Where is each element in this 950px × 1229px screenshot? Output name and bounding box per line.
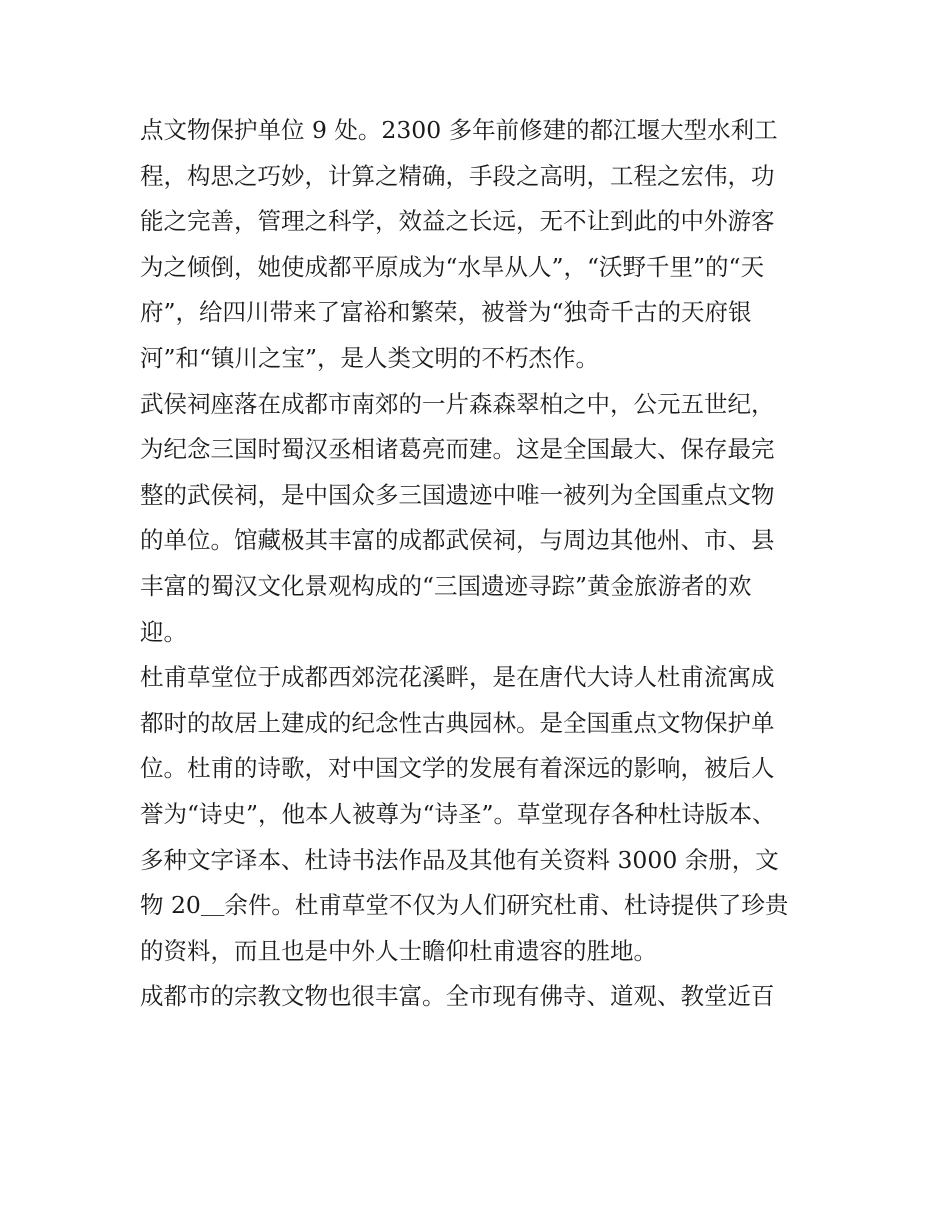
- body-text: [140, 108, 820, 1020]
- text-line: 河”和“镇川之宝”，是人类文明的不朽杰作。: [140, 343, 600, 372]
- text-line: 的单位。馆藏极其丰富的成都武侯祠，与周边其他州、市、县: [140, 526, 775, 555]
- text-line: 多种文字译本、杜诗书法作品及其他有关资料 3000 余册，文: [140, 845, 779, 874]
- text-line: 杜甫草堂位于成都西郊浣花溪畔，是在唐代大诗人杜甫流寓成: [140, 663, 775, 692]
- text-line: 为纪念三国时蜀汉丞相诸葛亮而建。这是全国最大、保存最完: [140, 435, 775, 464]
- text-line: 的资料，而且也是中外人士瞻仰杜甫遗容的胜地。: [140, 936, 657, 965]
- text-line: 位。杜甫的诗歌，对中国文学的发展有着深远的影响，被后人: [140, 754, 775, 783]
- text-line: 点文物保护单位 9 处。2300 多年前修建的都江堰大型水利工: [140, 116, 778, 144]
- text-line: 府”，给四川带来了富裕和繁荣，被誉为“独奇千古的天府银: [140, 298, 752, 327]
- text-line: 丰富的蜀汉文化景观构成的“三国遗迹寻踪”黄金旅游者的欢: [140, 571, 752, 600]
- text-line: 程，构思之巧妙，计算之精确，手段之高明，工程之宏伟，功: [140, 161, 775, 190]
- text-line: 武侯祠座落在成都市南郊的一片森森翠柏之中，公元五世纪，: [140, 389, 775, 418]
- text-line: 迎。: [140, 617, 187, 646]
- text-line: 成都市的宗教文物也很丰富。全市现有佛寺、道观、教堂近百: [140, 982, 775, 1011]
- text-line: 为之倾倒，她使成都平原成为“水旱从人”，“沃野千里”的“天: [140, 252, 765, 281]
- text-line: 能之完善，管理之科学，效益之长远，无不让到此的中外游客: [140, 207, 775, 236]
- text-line: 物 20＿余件。杜甫草堂不仅为人们研究杜甫、杜诗提供了珍贵: [140, 891, 789, 920]
- text-line: 誉为“诗史”，他本人被尊为“诗圣”。草堂现存各种杜诗版本、: [140, 799, 776, 828]
- text-line: 都时的故居上建成的纪念性古典园林。是全国重点文物保护单: [140, 708, 775, 737]
- text-line: 整的武侯祠，是中国众多三国遗迹中唯一被列为全国重点文物: [140, 480, 775, 509]
